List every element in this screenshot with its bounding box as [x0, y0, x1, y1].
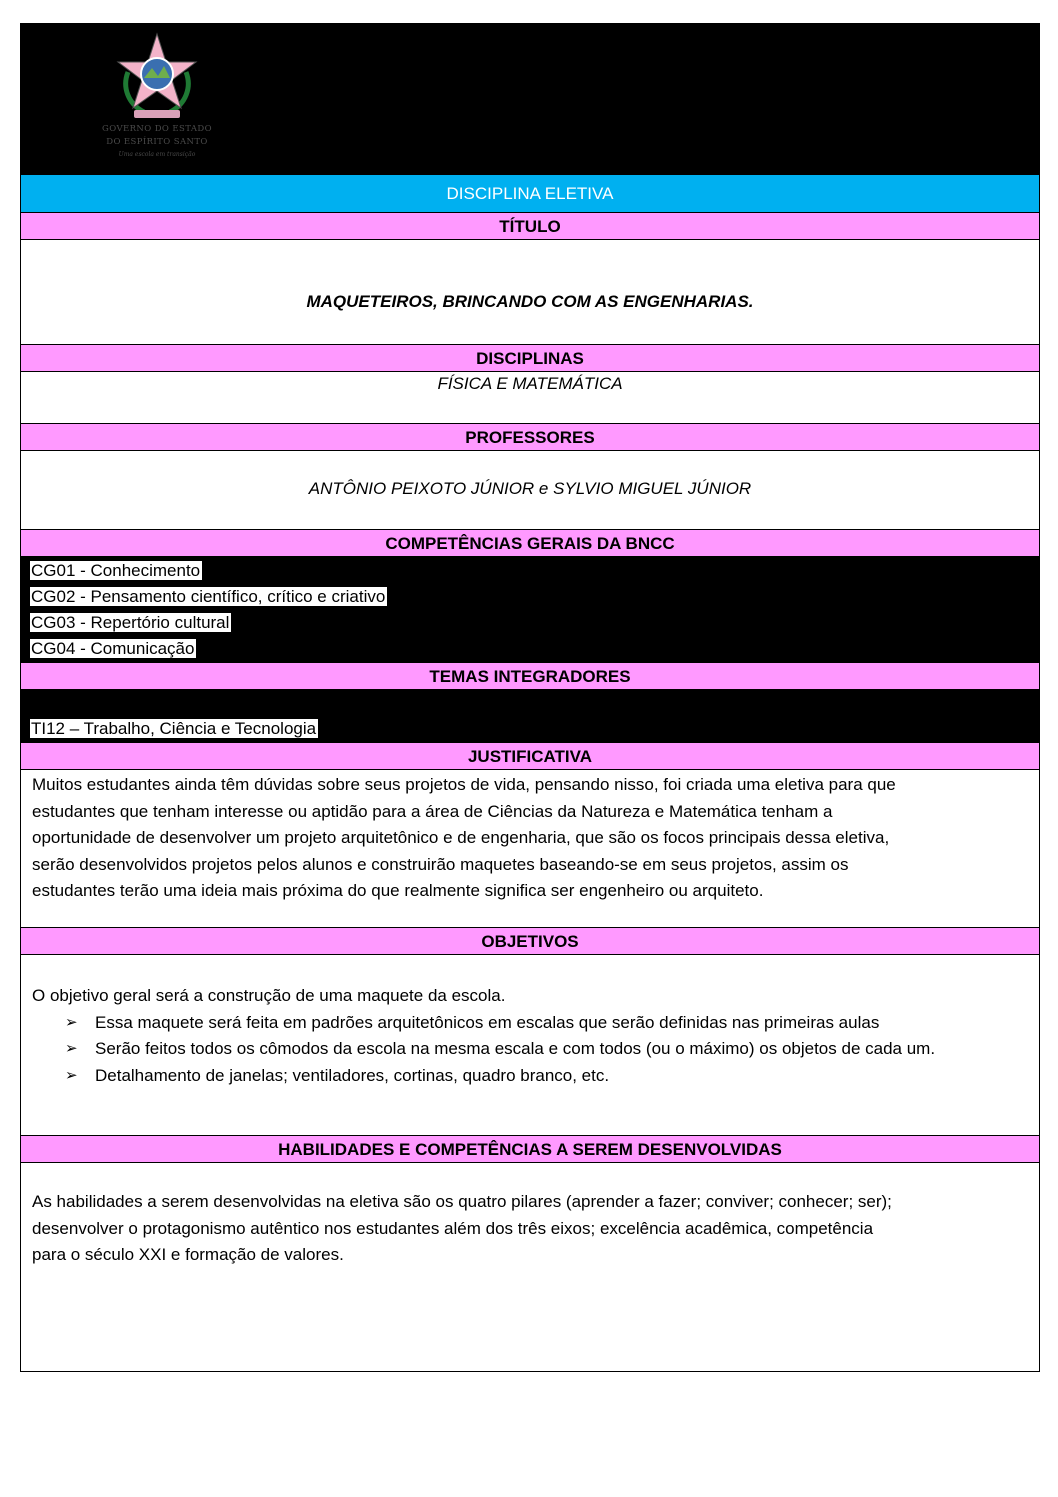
justificativa-text: Muitos estudantes ainda têm dúvidas sobre seus projetos de vida, pensando nisso, foi criada uma eletiva para que estudantes que tenham interesse ou aptidão para a área de Ciências da Natureza e Matemática tenham a oportunidade de desenvolver um projeto arquitetônico e de engenharia, que são os focos principais dessa eletiva, serão desenvolvidos projetos pelos alunos e construirão maquetes baseando-se em seus projetos, assim os estudantes terão uma ideia mais próxima do que realmente significa ser engenheiro ou arquiteto. [32, 775, 896, 900]
competencia-item: CG01 - Conhecimento [31, 561, 201, 580]
objetivo-bullet: ➢ Detalhamento de janelas; ventiladores, cortinas, quadro branco, etc. [65, 1063, 1039, 1090]
government-logo [97, 32, 217, 158]
coat-of-arms-star-icon [114, 32, 200, 122]
temas-list [20, 690, 1040, 743]
arrow-bullet-icon: ➢ [65, 1013, 78, 1031]
section-label-temas: TEMAS INTEGRADORES [20, 663, 1040, 690]
section-label-titulo: TÍTULO [20, 213, 1040, 240]
section-label-professores: PROFESSORES [20, 424, 1040, 451]
logo-slogan: Uma escola em transição [118, 151, 196, 158]
arrow-bullet-icon: ➢ [65, 1040, 78, 1057]
objetivos-bullet-list [21, 1010, 1039, 1090]
professores-cell [20, 451, 1040, 530]
logo-line-1: GOVERNO DO ESTADO [102, 124, 212, 134]
competencia-item: CG03 - Repertório cultural [31, 613, 230, 632]
tema-item: TI12 – Trabalho, Ciência e Tecnologia [31, 719, 317, 738]
titulo-value: MAQUETEIROS, BRINCANDO COM AS ENGENHARIAS. [306, 292, 754, 311]
band-disciplina-eletiva: DISCIPLINA ELETIVA [20, 175, 1040, 213]
document-sheet [20, 23, 1040, 1372]
competencia-item: CG04 - Comunicação [31, 639, 195, 658]
disciplinas-cell [20, 372, 1040, 424]
arrow-bullet-icon: ➢ [65, 1066, 78, 1084]
objetivo-bullet: ➢ Serão feitos todos os cômodos da escola na mesma escala e com todos (ou o máximo) os objetos de cada um. [65, 1036, 1039, 1063]
objetivo-bullet: ➢ Essa maquete será feita em padrões arquitetônicos em escalas que serão definidas nas primeiras aulas [65, 1010, 1039, 1037]
competencias-list [20, 557, 1040, 663]
objetivos-cell [20, 955, 1040, 1136]
objetivos-intro: O objetivo geral será a construção de uma maquete da escola. [32, 986, 506, 1005]
habilidades-text: As habilidades a serem desenvolvidas na eletiva são os quatro pilares (aprender a fazer; conviver; conhecer; ser); desenvolver o protagonismo autêntico nos estudantes além dos três eixos; excelência acadêmica, competência para o século XXI e formação de valores. [32, 1192, 892, 1264]
section-label-objetivos: OBJETIVOS [20, 928, 1040, 955]
disciplinas-value: FÍSICA E MATEMÁTICA [437, 374, 623, 393]
justificativa-cell [20, 770, 1040, 928]
logo-line-2: DO ESPÍRITO SANTO [106, 137, 208, 147]
titulo-cell [20, 240, 1040, 345]
header-bar [20, 23, 1040, 175]
section-label-competencias: COMPETÊNCIAS GERAIS DA BNCC [20, 530, 1040, 557]
competencia-item: CG02 - Pensamento científico, crítico e criativo [31, 587, 386, 606]
habilidades-cell [20, 1163, 1040, 1372]
professores-value: ANTÔNIO PEIXOTO JÚNIOR e SYLVIO MIGUEL JÚNIOR [308, 479, 752, 498]
section-label-habilidades: HABILIDADES E COMPETÊNCIAS A SEREM DESENVOLVIDAS [20, 1136, 1040, 1163]
section-label-justificativa: JUSTIFICATIVA [20, 743, 1040, 770]
section-label-disciplinas: DISCIPLINAS [20, 345, 1040, 372]
